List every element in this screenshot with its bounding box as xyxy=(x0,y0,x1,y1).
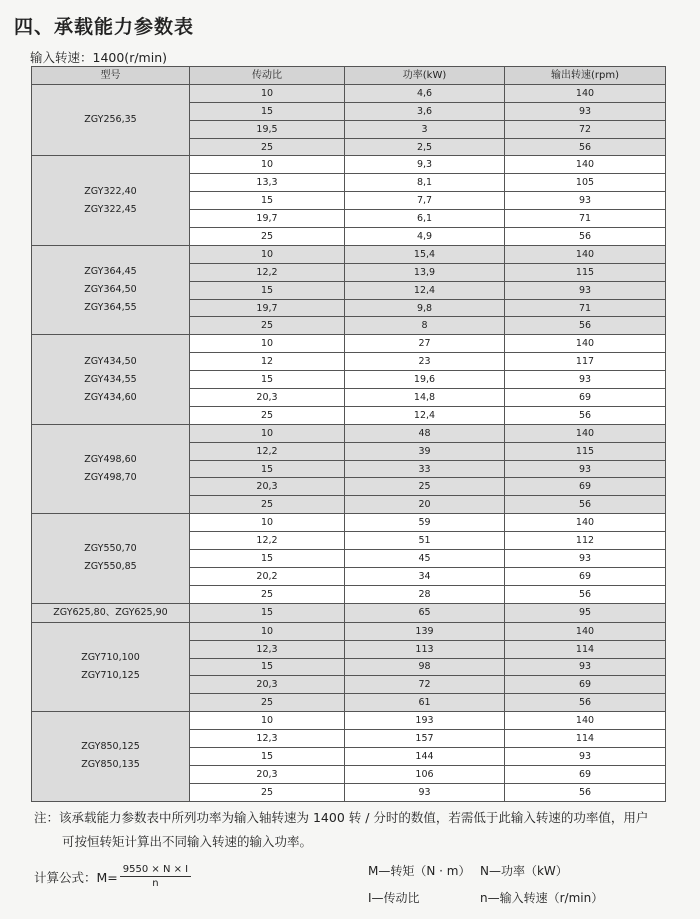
table-body xyxy=(32,84,666,801)
model-name: ZGY850,125 xyxy=(81,741,140,753)
output-speed-cell: 140 xyxy=(505,514,666,532)
output-speed-cell: 56 xyxy=(505,585,666,603)
power-cell: 19,6 xyxy=(345,371,505,389)
model-name: ZGY550,85 xyxy=(84,561,137,573)
ratio-cell: 10 xyxy=(190,84,345,102)
ratio-cell: 10 xyxy=(190,514,345,532)
ratio-cell: 25 xyxy=(190,228,345,246)
output-speed-cell: 140 xyxy=(505,424,666,442)
output-speed-cell: 69 xyxy=(505,567,666,585)
output-speed-cell: 56 xyxy=(505,783,666,801)
formula-denominator: n xyxy=(152,878,159,889)
formula xyxy=(34,864,191,889)
ratio-cell: 10 xyxy=(190,156,345,174)
power-cell: 7,7 xyxy=(345,192,505,210)
output-speed-cell: 93 xyxy=(505,371,666,389)
model-name: ZGY434,55 xyxy=(84,373,137,385)
output-speed-cell: 69 xyxy=(505,389,666,407)
output-speed-cell: 105 xyxy=(505,174,666,192)
output-speed-cell: 93 xyxy=(505,192,666,210)
legend-power: N—功率（kW） xyxy=(480,864,568,878)
power-cell: 45 xyxy=(345,550,505,568)
table-row xyxy=(32,245,666,263)
power-cell: 8 xyxy=(345,317,505,335)
power-cell: 13,9 xyxy=(345,263,505,281)
output-speed-cell: 93 xyxy=(505,658,666,676)
output-speed-cell: 115 xyxy=(505,442,666,460)
ratio-cell: 25 xyxy=(190,406,345,424)
ratio-cell: 12,2 xyxy=(190,532,345,550)
model-name: ZGY364,50 xyxy=(84,284,137,296)
output-speed-cell: 93 xyxy=(505,281,666,299)
output-speed-cell: 71 xyxy=(505,210,666,228)
header-model: 型号 xyxy=(32,67,190,85)
power-cell: 157 xyxy=(345,730,505,748)
ratio-cell: 15 xyxy=(190,192,345,210)
power-cell: 113 xyxy=(345,640,505,658)
ratio-cell: 13,3 xyxy=(190,174,345,192)
note-line-2: 可按恒转矩计算出不同输入转速的输入功率。 xyxy=(62,834,313,849)
ratio-cell: 12,3 xyxy=(190,640,345,658)
output-speed-cell: 93 xyxy=(505,550,666,568)
output-speed-cell: 117 xyxy=(505,353,666,371)
model-name: ZGY434,60 xyxy=(84,391,137,403)
ratio-cell: 25 xyxy=(190,585,345,603)
ratio-cell: 15 xyxy=(190,460,345,478)
model-cell xyxy=(32,335,190,424)
output-speed-cell: 56 xyxy=(505,138,666,156)
power-cell: 39 xyxy=(345,442,505,460)
model-name: ZGY364,45 xyxy=(84,266,137,278)
power-cell: 23 xyxy=(345,353,505,371)
model-cell xyxy=(32,514,190,603)
ratio-cell: 15 xyxy=(190,371,345,389)
ratio-cell: 25 xyxy=(190,317,345,335)
output-speed-cell: 72 xyxy=(505,120,666,138)
power-cell: 9,3 xyxy=(345,156,505,174)
ratio-cell: 25 xyxy=(190,138,345,156)
output-speed-cell: 56 xyxy=(505,496,666,514)
table-row xyxy=(32,603,666,622)
output-speed-cell: 71 xyxy=(505,299,666,317)
model-cell xyxy=(32,622,190,711)
output-speed-cell: 140 xyxy=(505,622,666,640)
legend-torque: M—转矩（N · m） xyxy=(368,864,471,878)
ratio-cell: 25 xyxy=(190,694,345,712)
power-cell: 14,8 xyxy=(345,389,505,407)
table-row xyxy=(32,712,666,730)
power-cell: 51 xyxy=(345,532,505,550)
model-cell xyxy=(32,712,190,801)
legend-ratio: I—传动比 xyxy=(368,891,420,905)
ratio-cell: 20,3 xyxy=(190,389,345,407)
ratio-cell: 25 xyxy=(190,496,345,514)
ratio-cell: 15 xyxy=(190,747,345,765)
model-name: ZGY322,40 xyxy=(84,185,137,197)
output-speed-cell: 140 xyxy=(505,84,666,102)
ratio-cell: 12 xyxy=(190,353,345,371)
formula-legend xyxy=(368,862,620,906)
formula-label: 计算公式：M= xyxy=(34,869,118,885)
page-title: 四、承载能力参数表 xyxy=(14,16,195,38)
output-speed-cell: 140 xyxy=(505,335,666,353)
power-cell: 15,4 xyxy=(345,245,505,263)
header-ratio: 传动比 xyxy=(190,67,345,85)
header-power: 功率(kW) xyxy=(345,67,505,85)
power-cell: 72 xyxy=(345,676,505,694)
power-cell: 193 xyxy=(345,712,505,730)
output-speed-cell: 93 xyxy=(505,102,666,120)
power-cell: 28 xyxy=(345,585,505,603)
power-cell: 2,5 xyxy=(345,138,505,156)
formula-numerator: 9550 × N × I xyxy=(120,864,191,877)
power-cell: 12,4 xyxy=(345,281,505,299)
output-speed-cell: 112 xyxy=(505,532,666,550)
table-row xyxy=(32,335,666,353)
output-speed-cell: 69 xyxy=(505,676,666,694)
ratio-cell: 10 xyxy=(190,424,345,442)
capacity-parameter-table xyxy=(31,66,666,802)
output-speed-cell: 140 xyxy=(505,245,666,263)
ratio-cell: 10 xyxy=(190,245,345,263)
model-name: ZGY498,70 xyxy=(84,472,137,484)
table-header-row xyxy=(32,67,666,85)
table-row xyxy=(32,514,666,532)
model-name: ZGY322,45 xyxy=(84,203,137,215)
model-cell xyxy=(32,84,190,156)
model-name: ZGY498,60 xyxy=(84,454,137,466)
formula-fraction xyxy=(120,864,191,889)
model-cell xyxy=(32,424,190,513)
model-name: ZGY256,35 xyxy=(84,114,137,126)
legend-input-speed: n—输入转速（r/min） xyxy=(480,891,604,905)
model-cell xyxy=(32,156,190,245)
header-output-speed: 输出转速(rpm) xyxy=(505,67,666,85)
ratio-cell: 12,3 xyxy=(190,730,345,748)
model-name: ZGY710,100 xyxy=(81,651,140,663)
power-cell: 8,1 xyxy=(345,174,505,192)
output-speed-cell: 115 xyxy=(505,263,666,281)
output-speed-cell: 114 xyxy=(505,640,666,658)
model-name: ZGY364,55 xyxy=(84,302,137,314)
table-row xyxy=(32,84,666,102)
output-speed-cell: 95 xyxy=(505,603,666,622)
power-cell: 3,6 xyxy=(345,102,505,120)
power-cell: 106 xyxy=(345,765,505,783)
output-speed-cell: 69 xyxy=(505,765,666,783)
ratio-cell: 25 xyxy=(190,783,345,801)
ratio-cell: 10 xyxy=(190,335,345,353)
output-speed-cell: 56 xyxy=(505,317,666,335)
input-speed-label: 输入转速：1400(r/min) xyxy=(30,50,167,65)
output-speed-cell: 93 xyxy=(505,747,666,765)
power-cell: 25 xyxy=(345,478,505,496)
power-cell: 3 xyxy=(345,120,505,138)
ratio-cell: 10 xyxy=(190,712,345,730)
power-cell: 20 xyxy=(345,496,505,514)
ratio-cell: 19,7 xyxy=(190,299,345,317)
power-cell: 98 xyxy=(345,658,505,676)
power-cell: 33 xyxy=(345,460,505,478)
power-cell: 93 xyxy=(345,783,505,801)
ratio-cell: 10 xyxy=(190,622,345,640)
ratio-cell: 20,3 xyxy=(190,478,345,496)
output-speed-cell: 56 xyxy=(505,694,666,712)
output-speed-cell: 69 xyxy=(505,478,666,496)
model-cell xyxy=(32,245,190,334)
power-cell: 9,8 xyxy=(345,299,505,317)
ratio-cell: 15 xyxy=(190,658,345,676)
ratio-cell: 15 xyxy=(190,603,345,622)
power-cell: 6,1 xyxy=(345,210,505,228)
note-line-1: 注：该承载能力参数表中所列功率为输入轴转速为 1400 转 / 分时的数值，若需低于此输入转速的功率值，用户 xyxy=(34,810,649,825)
power-cell: 139 xyxy=(345,622,505,640)
table-row xyxy=(32,424,666,442)
output-speed-cell: 56 xyxy=(505,228,666,246)
ratio-cell: 19,7 xyxy=(190,210,345,228)
table-row xyxy=(32,156,666,174)
ratio-cell: 20,2 xyxy=(190,567,345,585)
output-speed-cell: 56 xyxy=(505,406,666,424)
model-name: ZGY550,70 xyxy=(84,543,137,555)
ratio-cell: 19,5 xyxy=(190,120,345,138)
ratio-cell: 15 xyxy=(190,550,345,568)
model-name: ZGY434,50 xyxy=(84,355,137,367)
ratio-cell: 12,2 xyxy=(190,263,345,281)
ratio-cell: 20,3 xyxy=(190,676,345,694)
output-speed-cell: 114 xyxy=(505,730,666,748)
power-cell: 61 xyxy=(345,694,505,712)
ratio-cell: 15 xyxy=(190,281,345,299)
output-speed-cell: 140 xyxy=(505,712,666,730)
output-speed-cell: 140 xyxy=(505,156,666,174)
ratio-cell: 20,3 xyxy=(190,765,345,783)
power-cell: 4,9 xyxy=(345,228,505,246)
power-cell: 4,6 xyxy=(345,84,505,102)
ratio-cell: 12,2 xyxy=(190,442,345,460)
power-cell: 59 xyxy=(345,514,505,532)
note xyxy=(34,806,674,854)
power-cell: 34 xyxy=(345,567,505,585)
model-cell xyxy=(32,603,190,622)
model-name: ZGY710,125 xyxy=(81,669,140,681)
power-cell: 27 xyxy=(345,335,505,353)
power-cell: 144 xyxy=(345,747,505,765)
model-name: ZGY850,135 xyxy=(81,759,140,771)
output-speed-cell: 93 xyxy=(505,460,666,478)
power-cell: 48 xyxy=(345,424,505,442)
model-name: ZGY625,80、ZGY625,90 xyxy=(53,606,168,618)
power-cell: 65 xyxy=(345,603,505,622)
ratio-cell: 15 xyxy=(190,102,345,120)
table-row xyxy=(32,622,666,640)
power-cell: 12,4 xyxy=(345,406,505,424)
